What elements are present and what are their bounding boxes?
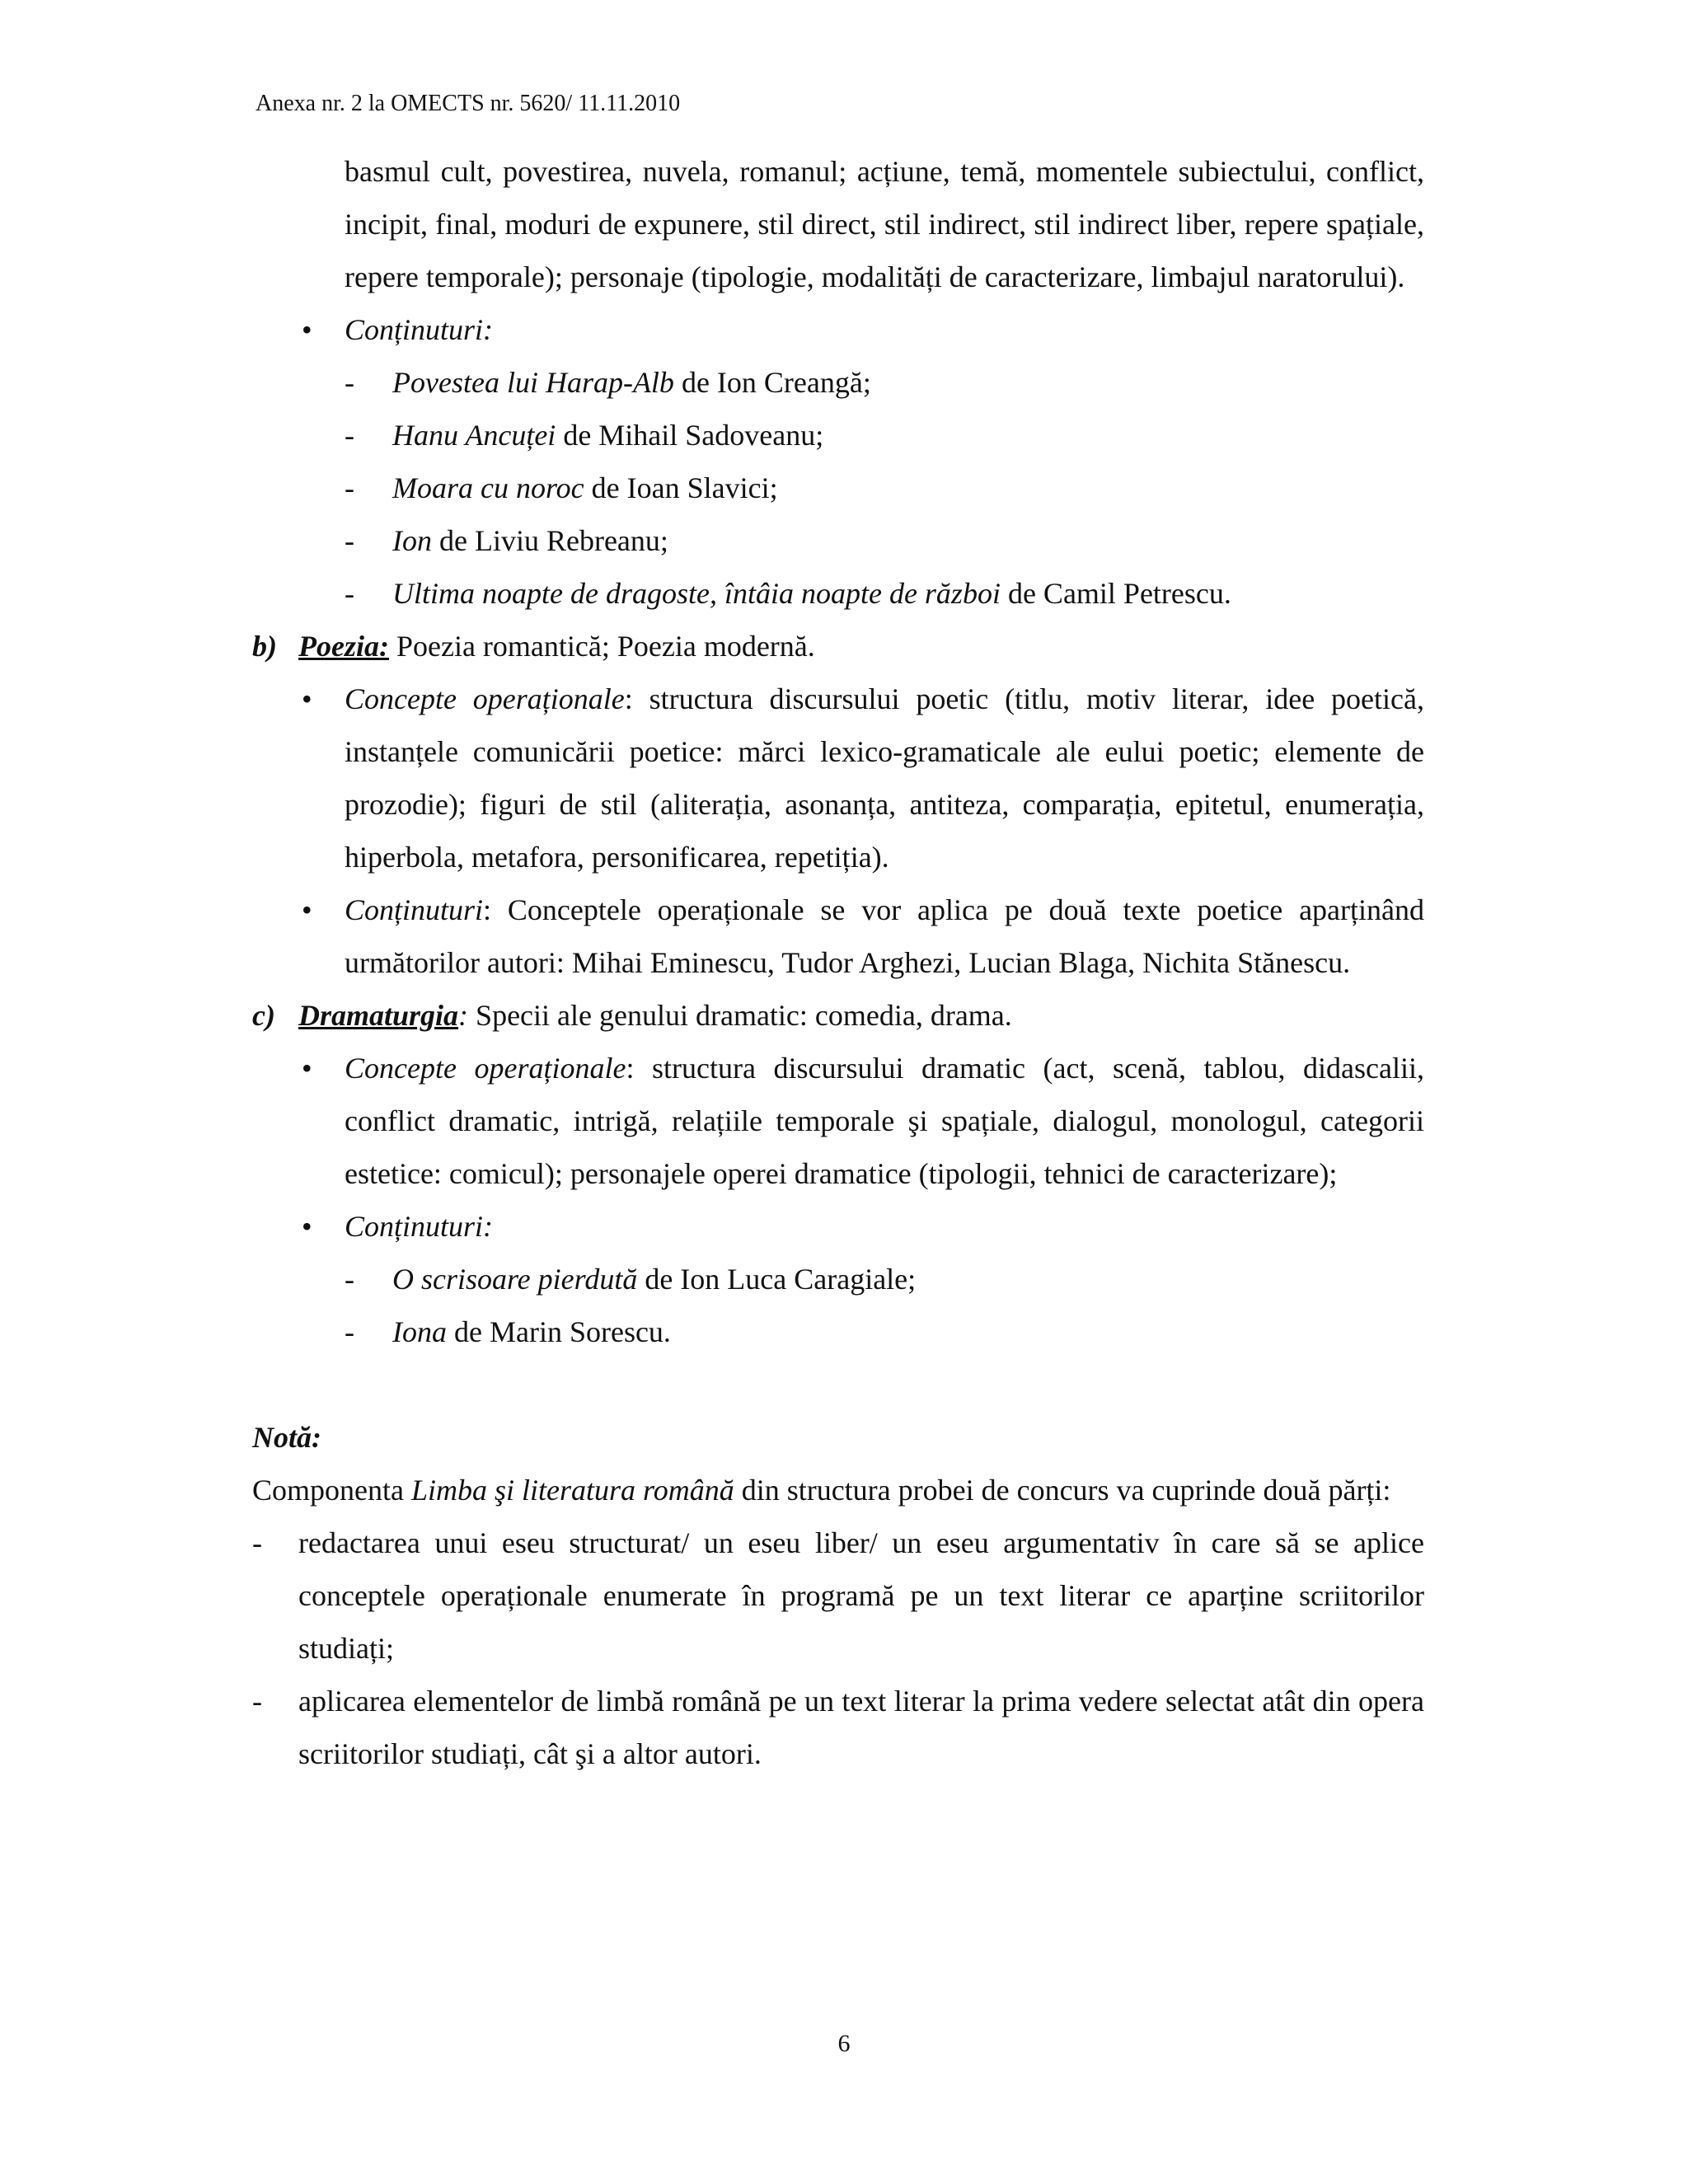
dash-icon: - bbox=[252, 1526, 262, 1559]
work-author: de Camil Petrescu. bbox=[1000, 577, 1231, 610]
list-item bbox=[252, 462, 1424, 514]
work-title: Ion bbox=[392, 524, 432, 557]
section-description: Poezia romantică; Poezia modernă. bbox=[388, 630, 815, 663]
continuturi-label: Conținuturi: bbox=[345, 1210, 494, 1243]
dash-icon: - bbox=[345, 419, 354, 452]
work-author: de Liviu Rebreanu; bbox=[432, 524, 668, 557]
bullet-icon: • bbox=[302, 1052, 312, 1085]
note-intro-before: Componenta bbox=[252, 1474, 411, 1507]
work-title: Iona bbox=[392, 1315, 447, 1348]
section-letter: c) bbox=[252, 999, 275, 1032]
section-letter: b) bbox=[252, 630, 277, 663]
poezia-concepte-bullet bbox=[252, 673, 1424, 883]
dash-icon: - bbox=[345, 471, 354, 504]
document-body bbox=[252, 145, 1424, 1780]
list-item bbox=[252, 514, 1424, 567]
work-title: O scrisoare pierdută bbox=[392, 1263, 638, 1296]
list-item bbox=[252, 1305, 1424, 1358]
dash-icon: - bbox=[345, 1315, 354, 1348]
work-title: Povestea lui Harap-Alb bbox=[392, 366, 674, 399]
note-item bbox=[252, 1675, 1424, 1780]
continuturi-text: : Conceptele operaționale se vor aplica pe două texte poetice aparținând următorilor autori: Mihai Eminescu, Tudor Arghezi, Lucian Blaga, Nichita Stănescu. bbox=[345, 893, 1424, 979]
section-title: Dramaturgia bbox=[298, 999, 459, 1032]
dramaturgia-works-list bbox=[252, 1253, 1424, 1358]
work-title: Hanu Ancuței bbox=[392, 419, 556, 452]
concepte-label: Concepte operaționale bbox=[345, 682, 625, 715]
work-title: Ultima noapte de dragoste, întâia noapte de război bbox=[392, 577, 1001, 610]
dramaturgia-concepte-bullet bbox=[252, 1042, 1424, 1200]
work-author: de Ion Luca Caragiale; bbox=[637, 1263, 917, 1296]
list-item bbox=[252, 356, 1424, 409]
list-item bbox=[252, 409, 1424, 462]
bullet-icon: • bbox=[302, 682, 312, 715]
bullet-icon: • bbox=[302, 1210, 312, 1243]
page-header: Anexa nr. 2 la OMECTS nr. 5620/ 11.11.2010 bbox=[256, 91, 681, 116]
dash-icon: - bbox=[345, 366, 354, 399]
section-title: Poezia: bbox=[298, 630, 389, 663]
poezia-continuturi-bullet bbox=[252, 883, 1424, 989]
continuturi-label: Conținuturi bbox=[345, 893, 484, 926]
proza-works-list bbox=[252, 356, 1424, 620]
concepte-text: : structura discursului dramatic (act, scenă, tablou, didascalii, conflict dramatic, intrigă, relațiile temporale şi spațiale, dialogul, monologul, categorii estetice: comicul); personajele operei dramatice (tipologii, tehnici de caracterizare); bbox=[345, 1052, 1424, 1190]
blank-line bbox=[252, 1358, 1424, 1411]
list-item bbox=[252, 1253, 1424, 1305]
note-intro bbox=[252, 1464, 1424, 1516]
work-author: de Marin Sorescu. bbox=[447, 1315, 671, 1348]
note-title: Notă: bbox=[252, 1421, 321, 1454]
note-intro-after: din structura probei de concurs va cuprinde două părți: bbox=[734, 1474, 1391, 1507]
work-author: de Ioan Slavici; bbox=[584, 471, 778, 504]
dash-icon: - bbox=[345, 524, 354, 557]
continuturi-label: Conținuturi: bbox=[345, 313, 494, 346]
note-subject: Limba şi literatura română bbox=[410, 1474, 734, 1507]
section-dramaturgia-heading bbox=[252, 989, 1424, 1042]
intro-paragraph: basmul cult, povestirea, nuvela, romanul; acțiune, temă, momentele subiectului, conflict, incipit, final, moduri de expunere, stil direct, stil indirect, stil indirect liber, repere spațiale, repere temporale); personaje (tipologie, modalități de caracterizare, limbajul naratorului). bbox=[345, 155, 1424, 293]
list-item bbox=[252, 567, 1424, 620]
dash-icon: - bbox=[252, 1685, 262, 1718]
bullet-icon: • bbox=[302, 313, 312, 346]
note-item bbox=[252, 1516, 1424, 1675]
dash-icon: - bbox=[345, 1263, 354, 1296]
concepte-text: : structura discursului poetic (titlu, motiv literar, idee poetică, instanțele comunicării poetice: mărci lexico-gramaticale ale eului poetic; elemente de prozodie); figuri de stil (aliterația, asonanța, antiteza, comparația, epitetul, enumerația, hiperbola, metafora, personificarea, repetiția). bbox=[345, 682, 1425, 874]
section-colon: : bbox=[458, 999, 469, 1032]
dramaturgia-continuturi-bullet bbox=[252, 1200, 1424, 1253]
section-description: Specii ale genului dramatic: comedia, drama. bbox=[468, 999, 1012, 1032]
bullet-icon: • bbox=[302, 893, 312, 926]
proza-continuturi-bullet bbox=[252, 303, 1424, 356]
note-item-text: redactarea unui eseu structurat/ un eseu liber/ un eseu argumentativ în care să se aplice conceptele operaționale enumerate în programă pe un text literar ce aparține scriitorilor studiați; bbox=[298, 1526, 1424, 1665]
note-item-text: aplicarea elementelor de limbă română pe un text literar la prima vedere selectat atât din opera scriitorilor studiați, cât şi a altor autori. bbox=[298, 1685, 1424, 1770]
work-title: Moara cu noroc bbox=[392, 471, 584, 504]
page-number: 6 bbox=[837, 2030, 851, 2057]
work-author: de Mihail Sadoveanu; bbox=[556, 419, 824, 452]
concepte-label: Concepte operaționale bbox=[345, 1052, 626, 1085]
work-author: de Ion Creangă; bbox=[673, 366, 871, 399]
section-poezia-heading bbox=[252, 620, 1424, 673]
dash-icon: - bbox=[345, 577, 354, 610]
